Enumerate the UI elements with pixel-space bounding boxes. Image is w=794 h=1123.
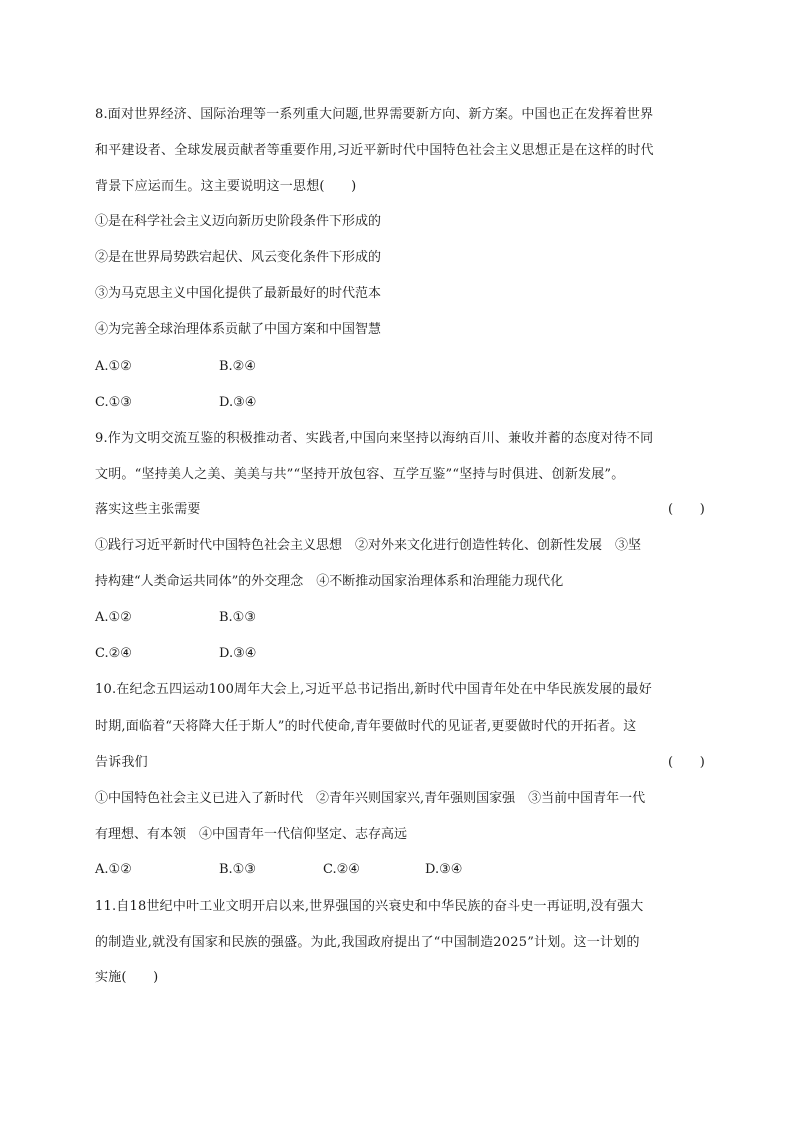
q8-stem-line-2: 和平建设者、全球发展贡献者等重要作用,习近平新时代中国特色社会主义思想正是在这样的时代 bbox=[95, 143, 654, 158]
q10-answer-paren: ( ) bbox=[668, 755, 705, 770]
q9-stem-line-3-text: 落实这些主张需要 bbox=[95, 502, 201, 517]
q10-option-c[interactable]: C.②④ bbox=[323, 862, 360, 877]
q9-option-a[interactable]: A.①② bbox=[95, 610, 132, 625]
q9-answer-paren: ( ) bbox=[668, 502, 705, 517]
q9-stem-line-1: 9.作为文明交流互鉴的积极推动者、实践者,中国向来坚持以海纳百川、兼收并蓄的态度对待不同 bbox=[95, 431, 654, 446]
q9-option-c[interactable]: C.②④ bbox=[95, 646, 132, 661]
q8-option-a[interactable]: A.①② bbox=[95, 359, 132, 374]
q9-option-b[interactable]: B.①③ bbox=[219, 610, 256, 625]
q8-option-d[interactable]: D.③④ bbox=[219, 395, 257, 410]
q8-stem-line-3: 背景下应运而生。这主要说明这一思想( ) bbox=[95, 179, 357, 194]
q10-statement-1: ①中国特色社会主义已进入了新时代 ②青年兴则国家兴,青年强则国家强 ③当前中国青年一代 bbox=[95, 791, 646, 806]
q11-stem-line-1: 11.自18世纪中叶工业文明开启以来,世界强国的兴衰史和中华民族的奋斗史一再证明,没有强大 bbox=[95, 899, 644, 914]
q10-stem-line-2: 时期,面临着“天将降大任于斯人”的时代使命,青年要做时代的见证者,更要做时代的开拓者。这 bbox=[95, 719, 637, 734]
q10-option-a[interactable]: A.①② bbox=[95, 862, 132, 877]
q10-stem-line-1: 10.在纪念五四运动100周年大会上,习近平总书记指出,新时代中国青年处在中华民族发展的最好 bbox=[95, 682, 652, 697]
q9-option-d[interactable]: D.③④ bbox=[219, 646, 257, 661]
q9-stem-line-3 bbox=[95, 501, 705, 519]
q10-option-b[interactable]: B.①③ bbox=[219, 862, 256, 877]
q8-statement-4: ④为完善全球治理体系贡献了中国方案和中国智慧 bbox=[95, 322, 382, 337]
q8-statement-1: ①是在科学社会主义迈向新历史阶段条件下形成的 bbox=[95, 214, 382, 229]
q10-option-d[interactable]: D.③④ bbox=[425, 862, 463, 877]
q10-stem-line-3-text: 告诉我们 bbox=[95, 755, 148, 770]
q9-stem-line-2: 文明。“坚持美人之美、美美与共”“坚持开放包容、互学互鉴”“坚持与时俱进、创新发展”。 bbox=[95, 467, 625, 482]
q8-stem-line-1: 8.面对世界经济、国际治理等一系列重大问题,世界需要新方向、新方案。中国也正在发挥着世界 bbox=[95, 107, 654, 122]
q8-option-c[interactable]: C.①③ bbox=[95, 395, 132, 410]
q10-stem-line-3 bbox=[95, 754, 705, 772]
q8-option-b[interactable]: B.②④ bbox=[219, 359, 256, 374]
q8-statement-2: ②是在世界局势跌宕起伏、风云变化条件下形成的 bbox=[95, 250, 382, 265]
q9-statement-2: 持构建“人类命运共同体”的外交理念 ④不断推动国家治理体系和治理能力现代化 bbox=[95, 574, 564, 589]
q11-stem-line-3: 实施( ) bbox=[95, 970, 159, 985]
q10-statement-2: 有理想、有本领 ④中国青年一代信仰坚定、志存高远 bbox=[95, 827, 408, 842]
q9-statement-1: ①践行习近平新时代中国特色社会主义思想 ②对外来文化进行创造性转化、创新性发展 ③坚 bbox=[95, 538, 642, 553]
q8-statement-3: ③为马克思主义中国化提供了最新最好的时代范本 bbox=[95, 286, 382, 301]
q11-stem-line-2: 的制造业,就没有国家和民族的强盛。为此,我国政府提出了“中国制造2025”计划。这一计划的 bbox=[95, 935, 640, 950]
